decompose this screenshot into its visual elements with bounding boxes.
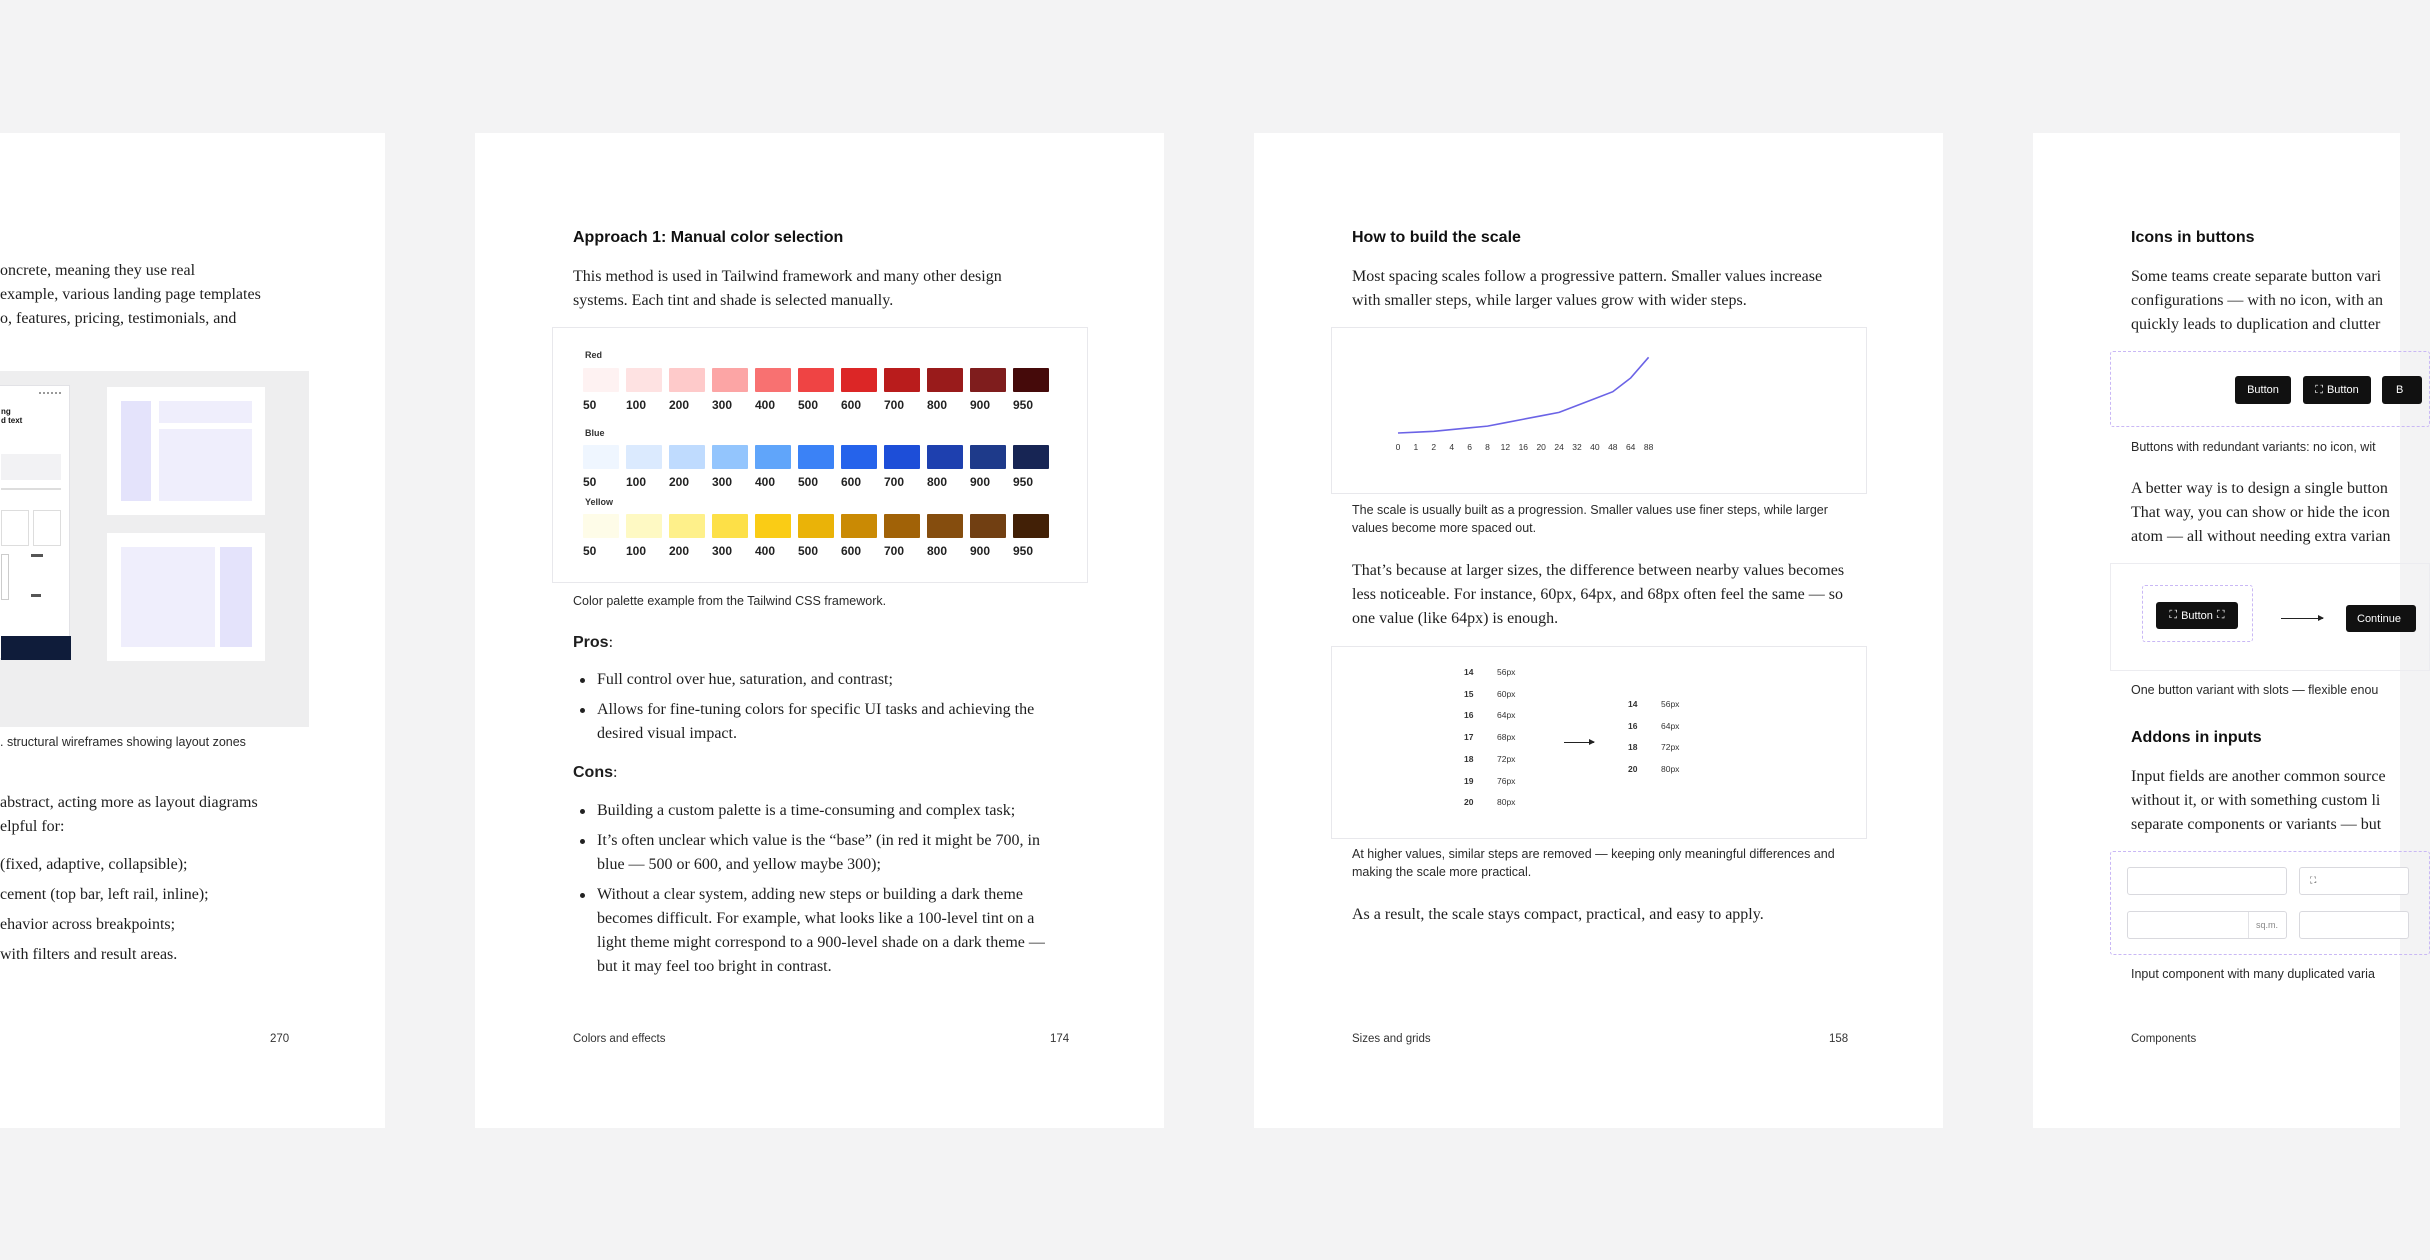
button-cut-off[interactable] bbox=[2382, 376, 2422, 404]
landing-wireframe bbox=[0, 385, 70, 659]
x-tick-label: 24 bbox=[1554, 442, 1564, 452]
footer-section: Sizes and grids bbox=[1352, 1033, 1431, 1045]
color-swatch bbox=[712, 445, 748, 469]
text-line: oncrete, meaning they use real bbox=[0, 262, 196, 279]
shade-label: 600 bbox=[841, 544, 862, 558]
scale-step: 14 bbox=[1628, 699, 1638, 709]
swatch-row-red bbox=[583, 368, 1049, 392]
figure-caption: . structural wireframes showing layout zones bbox=[0, 735, 246, 749]
paragraph bbox=[2131, 477, 2390, 549]
scale-step: 20 bbox=[1628, 764, 1638, 775]
shade-label: 200 bbox=[669, 544, 690, 558]
list-item: Full control over hue, saturation, and contrast; bbox=[573, 668, 1063, 692]
scale-step: 17 bbox=[1464, 732, 1474, 743]
page-number: 158 bbox=[1829, 1033, 1849, 1045]
shade-label: 950 bbox=[1013, 398, 1034, 412]
intro-paragraph: Most spacing scales follow a progressive pattern. Smaller values increase with smaller steps, while larger values grow with wider steps. bbox=[1352, 268, 1823, 309]
list-item: It’s often unclear which value is the “base” (in red it might be 700, in blue — 500 or 600, and yellow maybe 300); bbox=[573, 829, 1063, 877]
paragraph bbox=[2131, 265, 2383, 337]
scale-row bbox=[1464, 667, 1544, 681]
shade-label: 50 bbox=[583, 398, 597, 412]
button-label: Button bbox=[2247, 384, 2279, 396]
shade-label: 400 bbox=[755, 475, 776, 489]
list-item: ehavior across breakpoints; bbox=[0, 916, 176, 933]
shade-label: 900 bbox=[970, 544, 991, 558]
text-line: separate components or variants — but bbox=[2131, 816, 2382, 833]
x-tick-label: 88 bbox=[1643, 442, 1654, 452]
text-line: abstract, acting more as layout diagrams bbox=[0, 794, 258, 811]
scale-px-value: 76px bbox=[1497, 775, 1516, 786]
shade-labels bbox=[583, 398, 1049, 412]
section-heading: Icons in buttons bbox=[2131, 229, 2255, 246]
color-swatch bbox=[970, 445, 1006, 469]
text-line: o, features, pricing, testimonials, and bbox=[0, 310, 237, 327]
text-line: A better way is to design a single button bbox=[2131, 480, 2388, 497]
text-line: Input fields are another common source bbox=[2131, 768, 2386, 785]
shade-label: 800 bbox=[927, 544, 948, 558]
x-tick-label: 8 bbox=[1485, 442, 1490, 452]
scale-step: 15 bbox=[1464, 688, 1474, 699]
footer-section: Components bbox=[2131, 1033, 2197, 1045]
cons-heading: Cons: bbox=[573, 764, 618, 781]
list-item: Without a clear system, adding new steps or building a dark theme becomes difficult. For example, what looks like a 100-level tint on a light theme might correspond to a 900-level shade on a dark theme — but it may feel too bright in contrast. bbox=[573, 883, 1063, 979]
shade-label: 500 bbox=[798, 544, 819, 558]
color-swatch bbox=[626, 445, 662, 469]
color-swatch bbox=[927, 368, 963, 392]
topbar-zone bbox=[159, 401, 252, 423]
color-swatch bbox=[970, 368, 1006, 392]
structure-wireframe-bottom bbox=[107, 533, 265, 661]
wireframe-footer bbox=[1, 636, 71, 660]
text-input[interactable] bbox=[2299, 911, 2409, 939]
text-line: That way, you can show or hide the icon bbox=[2131, 504, 2390, 521]
scale-px-value: 56px bbox=[1497, 667, 1516, 677]
color-swatch bbox=[1013, 445, 1049, 469]
shade-label: 900 bbox=[970, 398, 991, 412]
arrow bbox=[1564, 742, 1594, 743]
scale-row bbox=[1464, 776, 1544, 790]
scale-px-value: 80px bbox=[1661, 764, 1680, 775]
paragraph bbox=[2131, 765, 2386, 837]
color-swatch bbox=[755, 514, 791, 538]
scale-row bbox=[1464, 710, 1544, 724]
shade-label: 950 bbox=[1013, 475, 1034, 489]
expand-icon: ⛶ bbox=[2169, 609, 2178, 621]
shade-label: 600 bbox=[841, 398, 862, 412]
shade-label: 300 bbox=[712, 398, 733, 412]
wireframe-block bbox=[1, 454, 61, 480]
shade-label: 500 bbox=[798, 475, 819, 489]
wireframe-block bbox=[1, 510, 29, 546]
sidebar-zone bbox=[121, 401, 151, 501]
color-swatch bbox=[927, 514, 963, 538]
button-with-icon[interactable] bbox=[2303, 376, 2371, 404]
text-line: without it, or with something custom li bbox=[2131, 792, 2381, 809]
continue-button[interactable] bbox=[2346, 605, 2416, 632]
color-swatch bbox=[583, 368, 619, 392]
wireframe-block bbox=[31, 594, 41, 597]
footer-section: Colors and effects bbox=[573, 1033, 666, 1045]
text-line: atom — all without needing extra varian bbox=[2131, 528, 2391, 545]
unit-addon: sq.m. bbox=[2256, 920, 2279, 930]
button-label: Continue bbox=[2357, 612, 2402, 625]
page-number: 270 bbox=[270, 1033, 290, 1045]
scale-chart-figure bbox=[1331, 327, 1867, 494]
arrow-head bbox=[2318, 615, 2324, 621]
button-plain[interactable] bbox=[2235, 376, 2291, 404]
content-zone bbox=[159, 429, 252, 501]
x-tick-label: 40 bbox=[1590, 442, 1600, 452]
content-zone bbox=[121, 547, 215, 647]
addon-divider bbox=[2248, 912, 2249, 938]
color-swatch bbox=[755, 445, 791, 469]
x-tick-label: 4 bbox=[1449, 442, 1455, 452]
wireframe-block bbox=[31, 554, 43, 557]
figure-caption: Buttons with redundant variants: no icon, wit bbox=[2131, 440, 2376, 454]
shade-label: 950 bbox=[1013, 544, 1034, 558]
book-page-wireframes bbox=[0, 133, 385, 1128]
shade-label: 50 bbox=[583, 544, 597, 558]
list-item: cement (top bar, left rail, inline); bbox=[0, 886, 209, 903]
palette-row-name: Red bbox=[585, 350, 603, 360]
shade-label: 700 bbox=[884, 398, 905, 412]
text-line: configurations — with no icon, with an bbox=[2131, 292, 2383, 309]
pros-heading: Pros: bbox=[573, 634, 614, 651]
scale-px-value: 60px bbox=[1497, 688, 1516, 699]
text-line: quickly leads to duplication and clutter bbox=[2131, 316, 2381, 333]
scale-px-value: 80px bbox=[1497, 797, 1516, 808]
color-swatch bbox=[884, 514, 920, 538]
x-tick-label: 0 bbox=[1395, 442, 1401, 452]
shade-label: 700 bbox=[884, 475, 905, 489]
x-tick-label: 16 bbox=[1518, 442, 1529, 452]
figure-caption: Input component with many duplicated varia bbox=[2131, 967, 2375, 981]
text-input-with-icon[interactable] bbox=[2299, 867, 2409, 895]
expand-icon: ⛶ bbox=[2310, 875, 2317, 885]
shade-label: 300 bbox=[712, 544, 733, 558]
figure-caption: At higher values, similar steps are removed — keeping only meaningful differences and making the scale more practical. bbox=[1352, 847, 1835, 879]
x-tick-label: 32 bbox=[1572, 442, 1582, 452]
x-tick-label: 12 bbox=[1500, 442, 1511, 452]
scale-px-value: 56px bbox=[1661, 699, 1680, 709]
figure-caption: One button variant with slots — flexible enou bbox=[2131, 683, 2379, 697]
book-page-sizes bbox=[1254, 133, 1943, 1128]
section-heading: How to build the scale bbox=[1352, 229, 1521, 246]
color-swatch bbox=[626, 368, 662, 392]
shade-label: 200 bbox=[669, 398, 690, 412]
x-tick-label: 6 bbox=[1467, 442, 1472, 452]
book-page-components bbox=[2033, 133, 2404, 1128]
shade-labels bbox=[583, 544, 1049, 558]
palette-row-name: Blue bbox=[585, 428, 605, 438]
color-swatch bbox=[884, 368, 920, 392]
section-heading: Addons in inputs bbox=[2131, 729, 2262, 746]
pros-list bbox=[573, 668, 1063, 752]
rail-zone bbox=[220, 547, 252, 647]
scale-step: 20 bbox=[1464, 797, 1474, 808]
button-label: B bbox=[2396, 384, 2404, 396]
scale-reduction-figure bbox=[1331, 646, 1867, 839]
color-swatch bbox=[669, 514, 705, 538]
button-label: Button bbox=[2181, 609, 2213, 622]
scale-row bbox=[1628, 764, 1708, 778]
conclusion-paragraph: As a result, the scale stays compact, practical, and easy to apply. bbox=[1352, 906, 1764, 923]
scale-row bbox=[1464, 754, 1544, 768]
text-line: Some teams create separate button vari bbox=[2131, 268, 2382, 285]
color-swatch bbox=[798, 368, 834, 392]
shade-label: 100 bbox=[626, 398, 647, 412]
series-line bbox=[1398, 357, 1649, 433]
color-swatch bbox=[798, 445, 834, 469]
shade-label: 400 bbox=[755, 544, 776, 558]
x-tick-label: 64 bbox=[1625, 442, 1636, 452]
arrow bbox=[2281, 618, 2323, 619]
color-swatch bbox=[1013, 368, 1049, 392]
scale-step: 14 bbox=[1464, 667, 1474, 677]
shade-label: 900 bbox=[970, 475, 991, 489]
color-swatch bbox=[1013, 514, 1049, 538]
x-tick-label: 1 bbox=[1413, 442, 1419, 452]
scale-row bbox=[1464, 797, 1544, 811]
structure-wireframe-top bbox=[107, 387, 265, 515]
shade-label: 600 bbox=[841, 475, 862, 489]
expand-icon: ⛶ bbox=[2216, 609, 2225, 621]
scale-px-value: 64px bbox=[1497, 710, 1516, 721]
scale-step: 16 bbox=[1628, 720, 1638, 731]
intro-paragraph bbox=[0, 259, 261, 331]
color-swatch bbox=[669, 368, 705, 392]
shade-label: 800 bbox=[927, 398, 948, 412]
scale-px-value: 68px bbox=[1497, 732, 1516, 743]
color-swatch bbox=[841, 445, 877, 469]
scale-row bbox=[1464, 689, 1544, 703]
text-input[interactable] bbox=[2127, 867, 2287, 895]
shade-label: 400 bbox=[755, 398, 776, 412]
list-item: (fixed, adaptive, collapsible); bbox=[0, 856, 188, 873]
arrow-head bbox=[1589, 739, 1595, 745]
color-swatch bbox=[841, 368, 877, 392]
color-swatch bbox=[755, 368, 791, 392]
wireframe-figure bbox=[0, 371, 309, 727]
text-line: example, various landing page templates bbox=[0, 286, 261, 303]
wireframe-block bbox=[1, 488, 61, 490]
bullet-list bbox=[0, 853, 209, 967]
shade-label: 50 bbox=[583, 475, 597, 489]
shade-label: 200 bbox=[669, 475, 690, 489]
scale-px-value: 72px bbox=[1497, 753, 1516, 764]
color-swatch bbox=[970, 514, 1006, 538]
book-page-colors bbox=[475, 133, 1164, 1128]
color-swatch bbox=[583, 445, 619, 469]
scale-step: 19 bbox=[1464, 775, 1474, 786]
x-tick-label: 20 bbox=[1536, 442, 1546, 452]
color-swatch bbox=[669, 445, 705, 469]
wireframe-dots bbox=[39, 392, 61, 395]
figure-caption: Color palette example from the Tailwind CSS framework. bbox=[573, 594, 887, 608]
page-number: 174 bbox=[1050, 1033, 1070, 1045]
button-label: Button bbox=[2326, 384, 2359, 396]
shade-label: 700 bbox=[884, 544, 905, 558]
color-swatch bbox=[712, 368, 748, 392]
color-swatch bbox=[583, 514, 619, 538]
figure-caption: The scale is usually built as a progression. Smaller values use finer steps, while larger values become more spaced out. bbox=[1352, 503, 1828, 535]
text-line: elpful for: bbox=[0, 818, 65, 835]
list-item: Allows for fine-tuning colors for specific UI tasks and achieving the desired visual impact. bbox=[573, 698, 1063, 746]
swatch-row-yellow bbox=[583, 514, 1049, 538]
list-item: Building a custom palette is a time-consuming and complex task; bbox=[573, 799, 1063, 823]
scale-line-chart bbox=[1332, 328, 1868, 495]
wireframe-block bbox=[33, 510, 61, 546]
cons-list bbox=[573, 799, 1063, 985]
paragraph bbox=[0, 791, 258, 839]
shade-labels bbox=[583, 475, 1049, 489]
palette-row-name: Yellow bbox=[585, 497, 614, 507]
shade-label: 100 bbox=[626, 475, 647, 489]
color-swatch bbox=[841, 514, 877, 538]
x-tick-label: 48 bbox=[1608, 442, 1618, 452]
slot-button[interactable] bbox=[2156, 602, 2238, 629]
shade-label: 800 bbox=[927, 475, 948, 489]
paragraph: That’s because at larger sizes, the difference between nearby values becomes less noticeable. For instance, 60px, 64px, and 68px often feel the same — so one value (like 64px) is enough. bbox=[1352, 562, 1845, 627]
list-item: with filters and result areas. bbox=[0, 946, 178, 963]
scale-px-value: 64px bbox=[1661, 720, 1680, 731]
section-heading: Approach 1: Manual color selection bbox=[573, 229, 844, 246]
text-input-with-addon[interactable] bbox=[2127, 911, 2287, 939]
color-swatch bbox=[927, 445, 963, 469]
wireframe-block bbox=[1, 554, 9, 600]
intro-paragraph: This method is used in Tailwind framework and many other design systems. Each tint and shade is selected manually. bbox=[573, 268, 1002, 309]
color-palette-figure bbox=[552, 327, 1088, 583]
scale-step: 18 bbox=[1464, 753, 1474, 764]
scale-step: 18 bbox=[1628, 742, 1638, 753]
shade-label: 100 bbox=[626, 544, 647, 558]
swatch-row-blue bbox=[583, 445, 1049, 469]
expand-icon: ⛶ bbox=[2315, 383, 2323, 396]
wireframe-title: ng d text bbox=[1, 407, 23, 425]
cons-label: Cons bbox=[573, 764, 613, 781]
color-swatch bbox=[626, 514, 662, 538]
scale-step: 16 bbox=[1464, 710, 1474, 721]
scale-row bbox=[1464, 732, 1544, 746]
color-swatch bbox=[884, 445, 920, 469]
scale-row bbox=[1628, 721, 1708, 735]
shade-label: 500 bbox=[798, 398, 819, 412]
scale-row bbox=[1628, 742, 1708, 756]
color-swatch bbox=[798, 514, 834, 538]
x-tick-label: 2 bbox=[1431, 442, 1437, 452]
scale-px-value: 72px bbox=[1661, 742, 1680, 753]
color-swatch bbox=[712, 514, 748, 538]
shade-label: 300 bbox=[712, 475, 733, 489]
pros-label: Pros bbox=[573, 634, 609, 651]
scale-row bbox=[1628, 699, 1708, 713]
